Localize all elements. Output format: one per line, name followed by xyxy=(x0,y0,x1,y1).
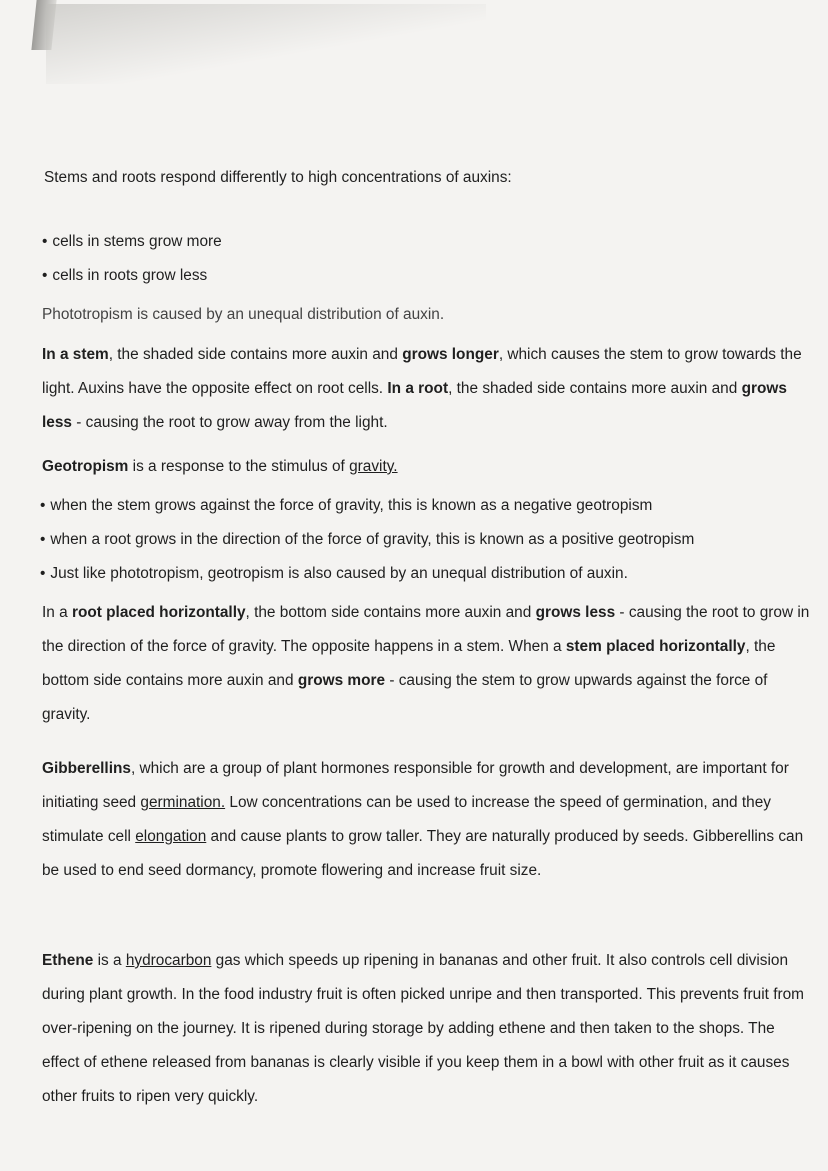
stem-root-paragraph xyxy=(42,338,812,440)
text-span: In a xyxy=(42,604,72,621)
geotropism-list xyxy=(40,496,820,598)
text-span: , the bottom side contains more auxin and xyxy=(245,604,536,621)
bold-text: In a root xyxy=(387,380,449,397)
list-item: • cells in roots grow less xyxy=(42,266,222,300)
list-item: • when a root grows in the direction of the force of gravity, this is known as a positive geotropism xyxy=(40,530,820,564)
auxin-response-list xyxy=(42,232,222,300)
gibberellins-paragraph xyxy=(42,752,812,888)
bold-text: grows more xyxy=(297,672,386,689)
text-span: is a xyxy=(93,952,126,969)
text-span: , the shaded side contains more auxin and xyxy=(448,380,742,397)
text-span: - causing the root to grow away from the light. xyxy=(71,414,388,431)
text-span: , which are a group of plant hormones responsible for growth and development, are important for initiating seed xyxy=(42,760,789,811)
underlined-text: germination. xyxy=(140,794,226,811)
bold-text: grows less xyxy=(535,604,616,621)
list-item: • when the stem grows against the force of gravity, this is known as a negative geotropism xyxy=(40,496,820,530)
ethene-paragraph xyxy=(42,944,812,1114)
text-span: , the shaded side contains more auxin and xyxy=(108,346,403,363)
bold-text: Geotropism xyxy=(42,458,129,475)
text-span: gas which speeds up ripening in bananas and other fruit. It also controls cell division during plant growth. In the food industry fruit is often picked unripe and then transported. This prevents fruit from over-ripening on the journey. It is ripened during storage by adding ethene and then taken to the shops. The effect of ethene released from bananas is clearly visible if you keep them in a bowl with other fruit as it causes other fruits to ripen very quickly. xyxy=(42,952,804,1105)
geotropism-line xyxy=(42,450,812,484)
underlined-text: hydrocarbon xyxy=(125,952,212,969)
underlined-text: gravity. xyxy=(349,458,398,475)
bold-text: Ethene xyxy=(42,952,94,969)
text-span: - causing the stem to grow upwards against the force of gravity. xyxy=(42,672,768,723)
intro-line: Stems and roots respond differently to high concentrations of auxins: xyxy=(44,169,512,186)
bold-text: grows longer xyxy=(402,346,499,363)
text-span: Low concentrations can be used to increase the speed of germination, and they stimulate cell xyxy=(42,794,771,845)
text-span: and cause plants to grow taller. They are naturally produced by seeds. Gibberellins can be used to end seed dormancy, promote flowering and increase fruit size. xyxy=(42,828,804,879)
text-span: - causing the root to grow in the direction of the force of gravity. The opposite happens in a stem. When a xyxy=(42,604,810,655)
text-span: , the bottom side contains more auxin and xyxy=(42,638,776,689)
bold-text: root placed horizontally xyxy=(71,604,246,621)
bold-text: stem placed horizontally xyxy=(565,638,746,655)
horizontal-paragraph xyxy=(42,596,812,732)
list-item: • Just like phototropism, geotropism is also caused by an unequal distribution of auxin. xyxy=(40,564,820,598)
bold-text: grows less xyxy=(42,380,787,431)
page-fold-shadow xyxy=(46,4,486,84)
bold-text: In a stem xyxy=(42,346,109,363)
bold-text: Gibberellins xyxy=(42,760,131,777)
text-span: is a response to the stimulus of xyxy=(128,458,350,475)
phototropism-line: Phototropism is caused by an unequal distribution of auxin. xyxy=(42,306,445,323)
text-span: , which causes the stem to grow towards the light. Auxins have the opposite effect on root cells. xyxy=(42,346,802,397)
list-item: • cells in stems grow more xyxy=(42,232,222,266)
underlined-text: elongation xyxy=(135,828,207,845)
